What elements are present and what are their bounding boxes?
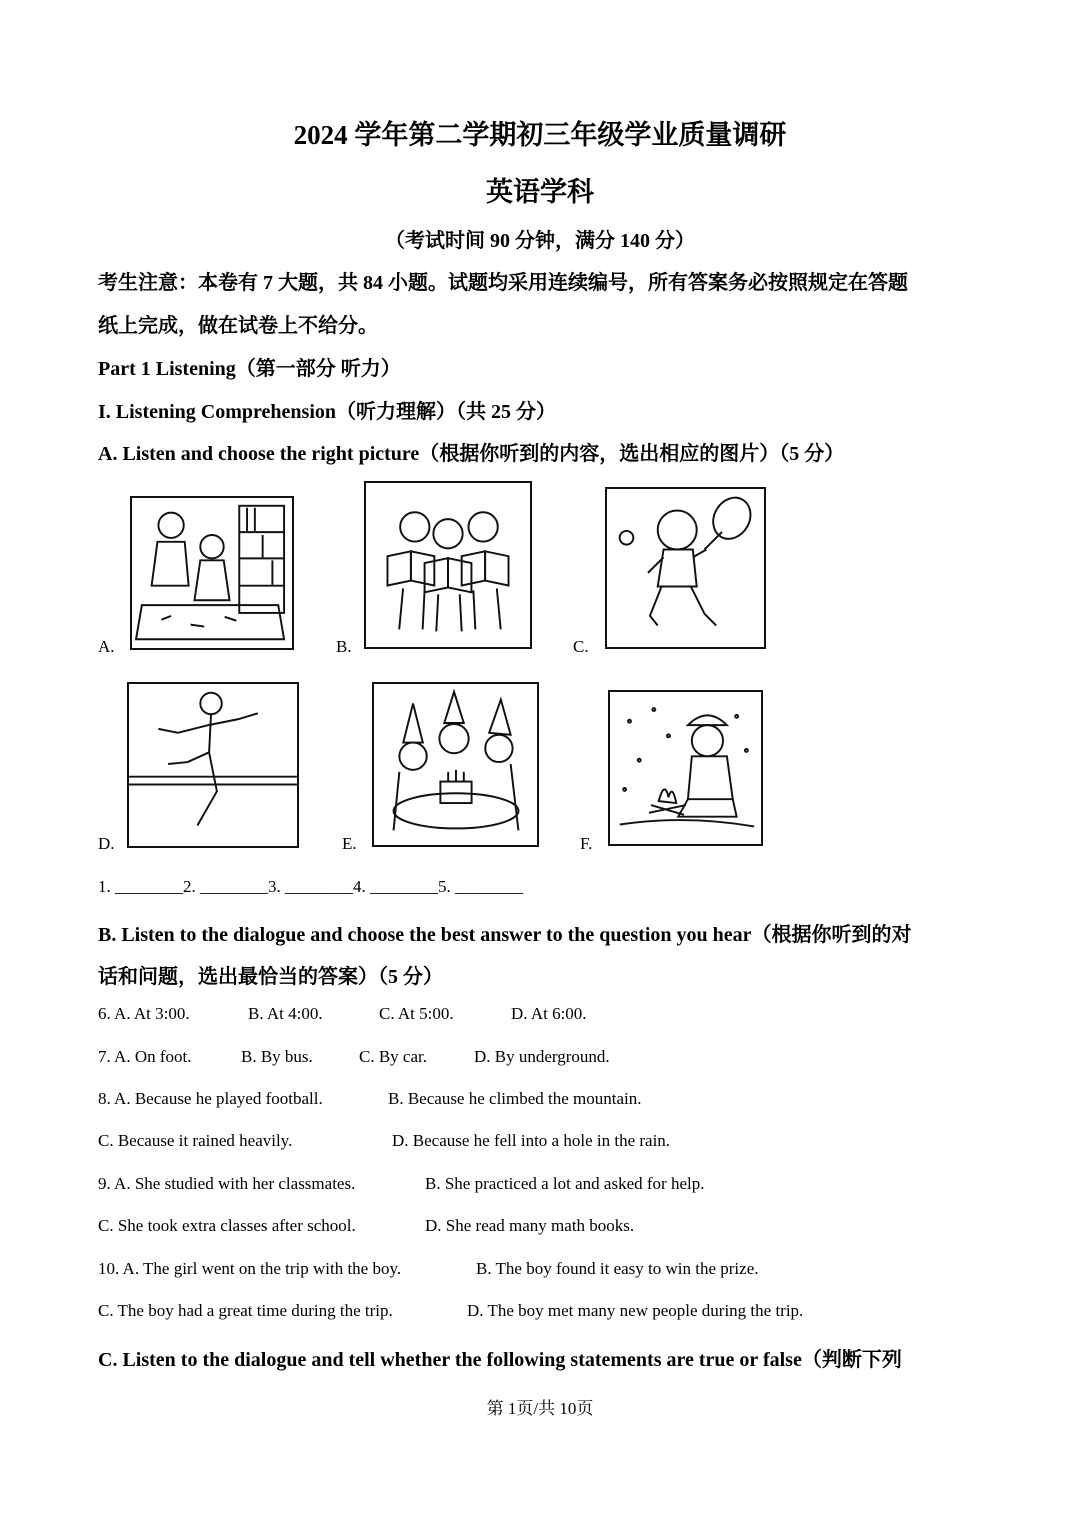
part1-heading: Part 1 Listening（第一部分 听力） <box>98 358 401 380</box>
picture-b-label: B. <box>336 637 352 656</box>
picture-d <box>127 682 299 848</box>
picture-f-label: F. <box>580 834 593 853</box>
notice-line-2: 纸上完成，做在试卷上不给分。 <box>98 315 378 337</box>
q8-option-a: 8. A. Because he played football. <box>98 1089 323 1108</box>
exam-info: （考试时间 90 分钟，满分 140 分） <box>385 230 695 252</box>
q10-option-c: C. The boy had a great time during the trip. <box>98 1301 393 1320</box>
section-i-heading: I. Listening Comprehension（听力理解）（共 25 分） <box>98 401 557 423</box>
birthday-party-icon <box>374 684 537 845</box>
q9-option-c: C. She took extra classes after school. <box>98 1216 356 1235</box>
library-students-icon <box>132 498 292 648</box>
hurdle-jumper-icon <box>129 684 297 846</box>
q6-option-d: D. At 6:00. <box>511 1004 587 1023</box>
picture-e-label: E. <box>342 834 357 853</box>
answer-blanks: 1. ________2. ________3. ________4. ________5. ________ <box>98 877 523 896</box>
section-c-heading: C. Listen to the dialogue and tell whether the following statements are true or false（判断下列 <box>98 1349 902 1371</box>
q6-option-b: B. At 4:00. <box>248 1004 323 1023</box>
picture-c-label: C. <box>573 637 589 656</box>
q7-option-a: 7. A. On foot. <box>98 1047 192 1066</box>
subject-title: 英语学科 <box>486 177 594 207</box>
picture-c <box>605 487 766 649</box>
q9-option-a: 9. A. She studied with her classmates. <box>98 1174 356 1193</box>
q7-option-d: D. By underground. <box>474 1047 610 1066</box>
q10-option-a: 10. A. The girl went on the trip with the boy. <box>98 1259 402 1278</box>
q6-option-c: C. At 5:00. <box>379 1004 454 1023</box>
tennis-boy-icon <box>607 489 764 647</box>
section-a-heading: A. Listen and choose the right picture（根据你听到的内容，选出相应的图片）（5 分） <box>98 443 845 465</box>
q7-option-c: C. By car. <box>359 1047 427 1066</box>
q10-option-b: B. The boy found it easy to win the prize. <box>476 1259 759 1278</box>
q9-option-b: B. She practiced a lot and asked for help. <box>425 1174 705 1193</box>
notice-line-1: 考生注意：本卷有 7 大题，共 84 小题。试题均采用连续编号，所有答案务必按照规定在答题 <box>98 272 908 294</box>
picture-a-label: A. <box>98 637 115 656</box>
q7-option-b: B. By bus. <box>241 1047 313 1066</box>
reading-children-icon <box>366 483 530 647</box>
picture-a <box>130 496 294 650</box>
q6-option-a: 6. A. At 3:00. <box>98 1004 190 1023</box>
page-number: 第 1页/共 10页 <box>486 1399 594 1418</box>
picture-e <box>372 682 539 847</box>
section-b-heading-line-2: 话和问题，选出最恰当的答案）（5 分） <box>98 966 443 988</box>
picture-f <box>608 690 763 846</box>
picture-b <box>364 481 532 649</box>
picture-d-label: D. <box>98 834 115 853</box>
section-b-heading-line-1: B. Listen to the dialogue and choose the best answer to the question you hear（根据你听到的对 <box>98 924 912 946</box>
q10-option-d: D. The boy met many new people during the trip. <box>467 1301 804 1320</box>
q8-option-d: D. Because he fell into a hole in the rain. <box>392 1131 671 1150</box>
winter-campfire-icon <box>610 692 761 844</box>
q8-option-b: B. Because he climbed the mountain. <box>388 1089 642 1108</box>
q9-option-d: D. She read many math books. <box>425 1216 635 1235</box>
page-title: 2024 学年第二学期初三年级学业质量调研 <box>293 120 787 150</box>
q8-option-c: C. Because it rained heavily. <box>98 1131 293 1150</box>
